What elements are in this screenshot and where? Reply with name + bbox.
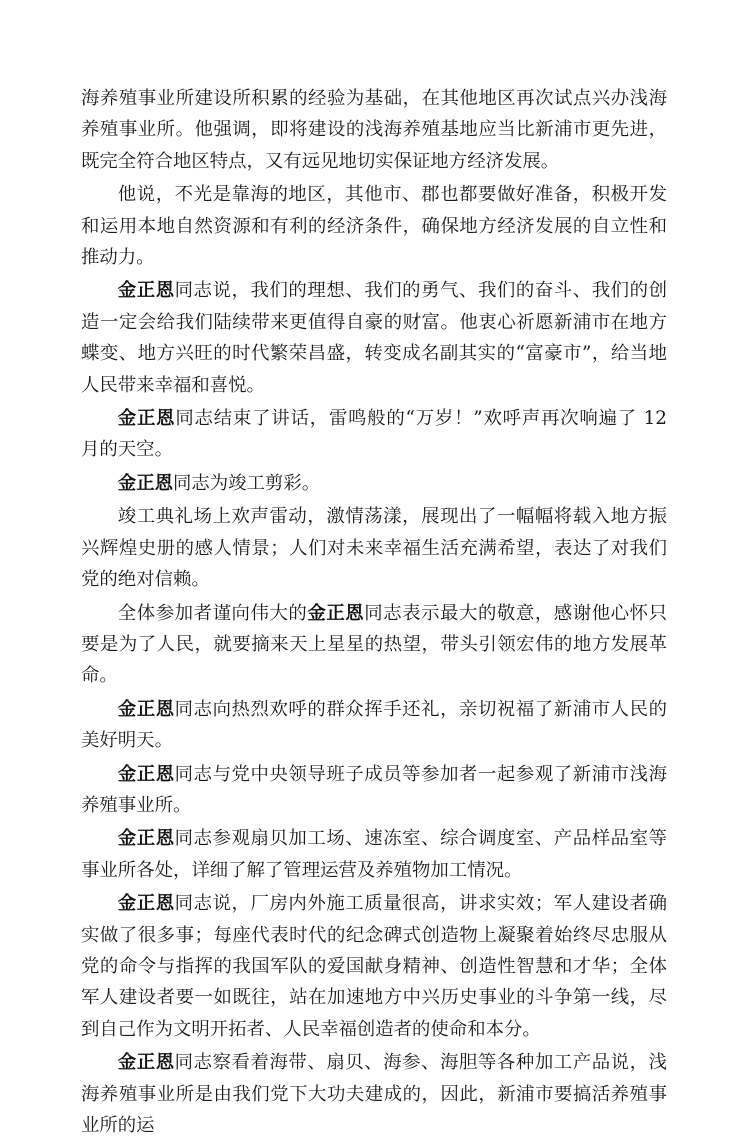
paragraph-2 <box>81 179 667 273</box>
paragraph-text: 同志结束了讲话，雷鸣般的“万岁！”欢呼声再次响遍了 12 月的天空。 <box>81 408 667 461</box>
leader-name: 金正恩 <box>117 698 175 720</box>
paragraph-text: 同志为竣工剪彩。 <box>172 472 321 494</box>
paragraph-text: 他说，不光是靠海的地区，其他市、郡也都要做好准备，积极开发和运用本地自然资源和有利的经济条件，确保地方经济发展的自立性和推动力。 <box>81 184 667 269</box>
paragraph-3 <box>81 275 667 401</box>
paragraph-text: 同志参观扇贝加工场、速冻室、综合调度室、产品样品室等事业所各处，详细了解了管理运营及养殖物加工情况。 <box>81 828 667 881</box>
leader-name: 金正恩 <box>117 893 175 915</box>
paragraph-text: 同志察看着海带、扇贝、海参、海胆等各种加工产品说，浅海养殖事业所是由我们党下大功夫建成的，因此，新浦市要搞活养殖事业所的运 <box>81 1052 667 1136</box>
paragraph-6 <box>81 501 667 595</box>
paragraph-text: 海养殖事业所建设所积累的经验为基础，在其他地区再次试点兴办浅海养殖事业所。他强调，即将建设的浅海养殖基地应当比新浦市更先进，既完全符合地区特点，又有远见地切实保证地方经济发展。 <box>81 88 667 172</box>
paragraph-9 <box>81 759 667 822</box>
paragraph-text: 同志说，厂房内外施工质量很高，讲求实效；军人建设者确实做了很多事；每座代表时代的纪念碑式创造物上凝聚着始终尽忠服从党的命令与指挥的我国军队的爱国献身精神、创造性智慧和才华；全体军人建设者要一如既往，站在加速地方中兴历史事业的斗争第一线，尽到自己作为文明开拓者、人民幸福创造者的使命和本分。 <box>81 893 667 1040</box>
paragraph-1 <box>81 83 667 177</box>
paragraph-10 <box>81 823 667 886</box>
leader-name: 金正恩 <box>117 828 175 850</box>
paragraph-text-after: 同志表示最大的敬意，感谢他心怀只要是为了人民，就要摘来天上星星的热望，带头引领宏伟的地方发展革命。 <box>81 602 667 687</box>
paragraph-7 <box>81 598 667 692</box>
paragraph-text: 同志说，我们的理想、我们的勇气、我们的奋斗、我们的创造一定会给我们陆续带来更值得自豪的财富。他衷心祈愿新浦市在地方蝶变、地方兴旺的时代繁荣昌盛，转变成名副其实的“富豪市”，给当地人民带来幸福和喜悦。 <box>81 280 667 396</box>
leader-name: 金正恩 <box>117 408 176 430</box>
article-body <box>81 83 667 1143</box>
leader-name: 金正恩 <box>117 472 173 494</box>
leader-name: 金正恩 <box>117 1052 175 1074</box>
paragraph-11 <box>81 888 667 1045</box>
paragraph-8 <box>81 694 667 757</box>
leader-name: 金正恩 <box>307 602 365 624</box>
paragraph-text: 全体参加者谨向伟大的 <box>117 602 308 624</box>
paragraph-4 <box>81 403 667 466</box>
leader-name: 金正恩 <box>117 280 175 302</box>
paragraph-text: 同志向热烈欢呼的群众挥手还礼，亲切祝福了新浦市人民的美好明天。 <box>81 698 667 752</box>
paragraph-12 <box>81 1047 667 1141</box>
paragraph-text: 竣工典礼场上欢声雷动，激情荡漾，展现出了一幅幅将载入地方振兴辉煌史册的感人情景；人们对未来幸福生活充满希望，表达了对我们党的绝对信赖。 <box>81 506 667 591</box>
leader-name: 金正恩 <box>117 763 175 785</box>
paragraph-text: 同志与党中央领导班子成员等参加者一起参观了新浦市浅海养殖事业所。 <box>81 763 667 816</box>
paragraph-5 <box>81 468 667 499</box>
